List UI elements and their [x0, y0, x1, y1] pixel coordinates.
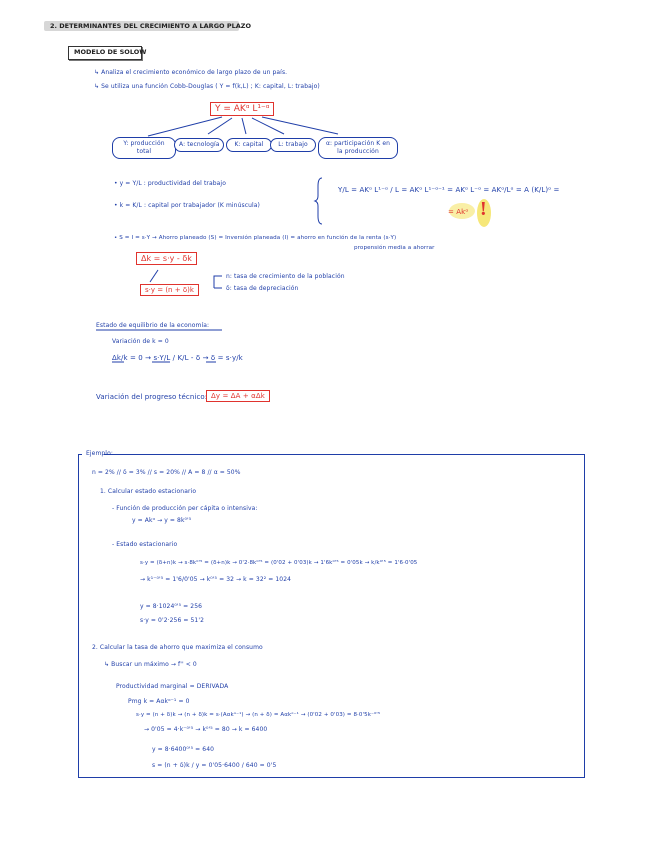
emphasis-mark: ! — [480, 198, 487, 220]
definition-k: • k = K/L : capital por trabajador (K minúscula) — [114, 202, 260, 209]
q1-line-2: → k¹⁻⁰'⁵ = 1'6/0'05 → k⁰'⁵ = 32 → k = 32² = 1024 — [140, 576, 292, 583]
q1-line-1: s·y = (δ+n)k → s·8k⁰'⁵ = (δ+n)k → 0'2·8k⁰'⁵ = (0'02 + 0'03)k → 1'6k⁰'⁵ = 0'05k → k/k⁰'⁵ = 1'6·0'05 — [140, 560, 418, 566]
example-label: Ejemplo: — [86, 450, 113, 457]
derivation-chain: Y/L = AKᵅ L¹⁻ᵅ / L = AKᵅ L¹⁻ᵅ⁻¹ = AKᵅ L⁻ᵅ = AKᵅ/Lᵅ = A (K/L)ᵅ = — [338, 186, 560, 194]
equilibrium-variation: Variación de k = 0 — [112, 338, 169, 345]
q2-marginal-product: Pmg k = Aαkᵅ⁻¹ = 0 — [128, 698, 190, 705]
model-title: MODELO DE SOLOW — [74, 48, 147, 56]
question-1: 1. Calcular estado estacionario — [100, 488, 197, 495]
capital-accumulation: Δk = s·y - δk — [136, 252, 197, 265]
q1-savings: s·y = 0'2·256 = 51'2 — [140, 617, 205, 624]
q2-saving-rate: s = (n + δ)k / y = 0'05·6400 / 640 = 0'5 — [152, 762, 277, 769]
term-capital: K: capital — [226, 138, 272, 152]
term-labour: L: trabajo — [270, 138, 316, 152]
intro-line-1: ↳ Analiza el crecimiento económico de largo plazo de un país. — [94, 69, 288, 76]
production-function: Y = AKᵅ L¹⁻ᵅ — [210, 102, 274, 116]
q2-condition: ↳ Buscar un máximo → f'' < 0 — [104, 661, 197, 668]
q1-function-label: - Función de producción per cápita o intensiva: — [112, 505, 258, 512]
derivation-result: = Akᵅ — [448, 208, 469, 216]
term-output: Y: producción total — [112, 137, 176, 159]
q2-line-2: → 0'05 = 4·k⁻⁰'⁵ → k⁰'⁵ = 80 → k = 6400 — [144, 726, 268, 733]
q1-output: y = 8·1024⁰'⁵ = 256 — [140, 603, 203, 610]
definition-y: • y = Y/L : productividad del trabajo — [114, 180, 226, 187]
q2-line-1: s·y = (n + δ)k → (n + δ)k = s·(Aαkᵅ⁻¹) → (n + δ) = Aαkᵅ⁻¹ → (0'02 + 0'03) = 8·0'5k⁻⁰'⁵ — [136, 712, 381, 718]
equilibrium-title: Estado de equilibrio de la economía: — [96, 322, 210, 329]
depreciation-label: δ: tasa de depreciación — [226, 285, 299, 292]
term-technology: A: tecnología — [174, 138, 224, 152]
section-title: 2. DETERMINANTES DEL CRECIMIENTO A LARGO PLAZO — [50, 22, 251, 30]
q2-subtitle: Productividad marginal = DERIVADA — [116, 683, 229, 690]
q2-output: y = 8·6400⁰'⁵ = 640 — [152, 746, 215, 753]
question-2: 2. Calcular la tasa de ahorro que maximiza el consumo — [92, 644, 263, 651]
q1-steady-label: - Estado estacionario — [112, 541, 178, 548]
term-alpha: α: participación K en la producción — [318, 137, 398, 159]
tech-progress-formula: Δy = ΔA + αΔk — [206, 390, 270, 402]
example-params: n = 2% // δ = 3% // s = 20% // A = 8 // α = 50% — [92, 469, 241, 476]
steady-state-condition: s·y = (n + δ)k — [140, 284, 199, 296]
tech-progress-label: Variación del progreso técnico: — [96, 393, 208, 401]
savings-line: • S = I = s·Y → Ahorro planeado (S) = Inversión planeada (I) = ahorro en función de la renta (s·Y) — [114, 235, 397, 241]
savings-note: propensión media a ahorrar — [354, 245, 435, 251]
population-growth-label: n: tasa de crecimiento de la población — [226, 273, 345, 280]
q1-function: y = Akᵅ → y = 8k⁰'⁵ — [132, 517, 192, 524]
equilibrium-formula: Δk/k = 0 → s·Y/L / K/L - δ → δ = s·y/k — [112, 354, 243, 362]
intro-line-2: ↳ Se utiliza una función Cobb-Douglas ( Y = f(k,L) ; K: capital, L: trabajo) — [94, 83, 320, 90]
